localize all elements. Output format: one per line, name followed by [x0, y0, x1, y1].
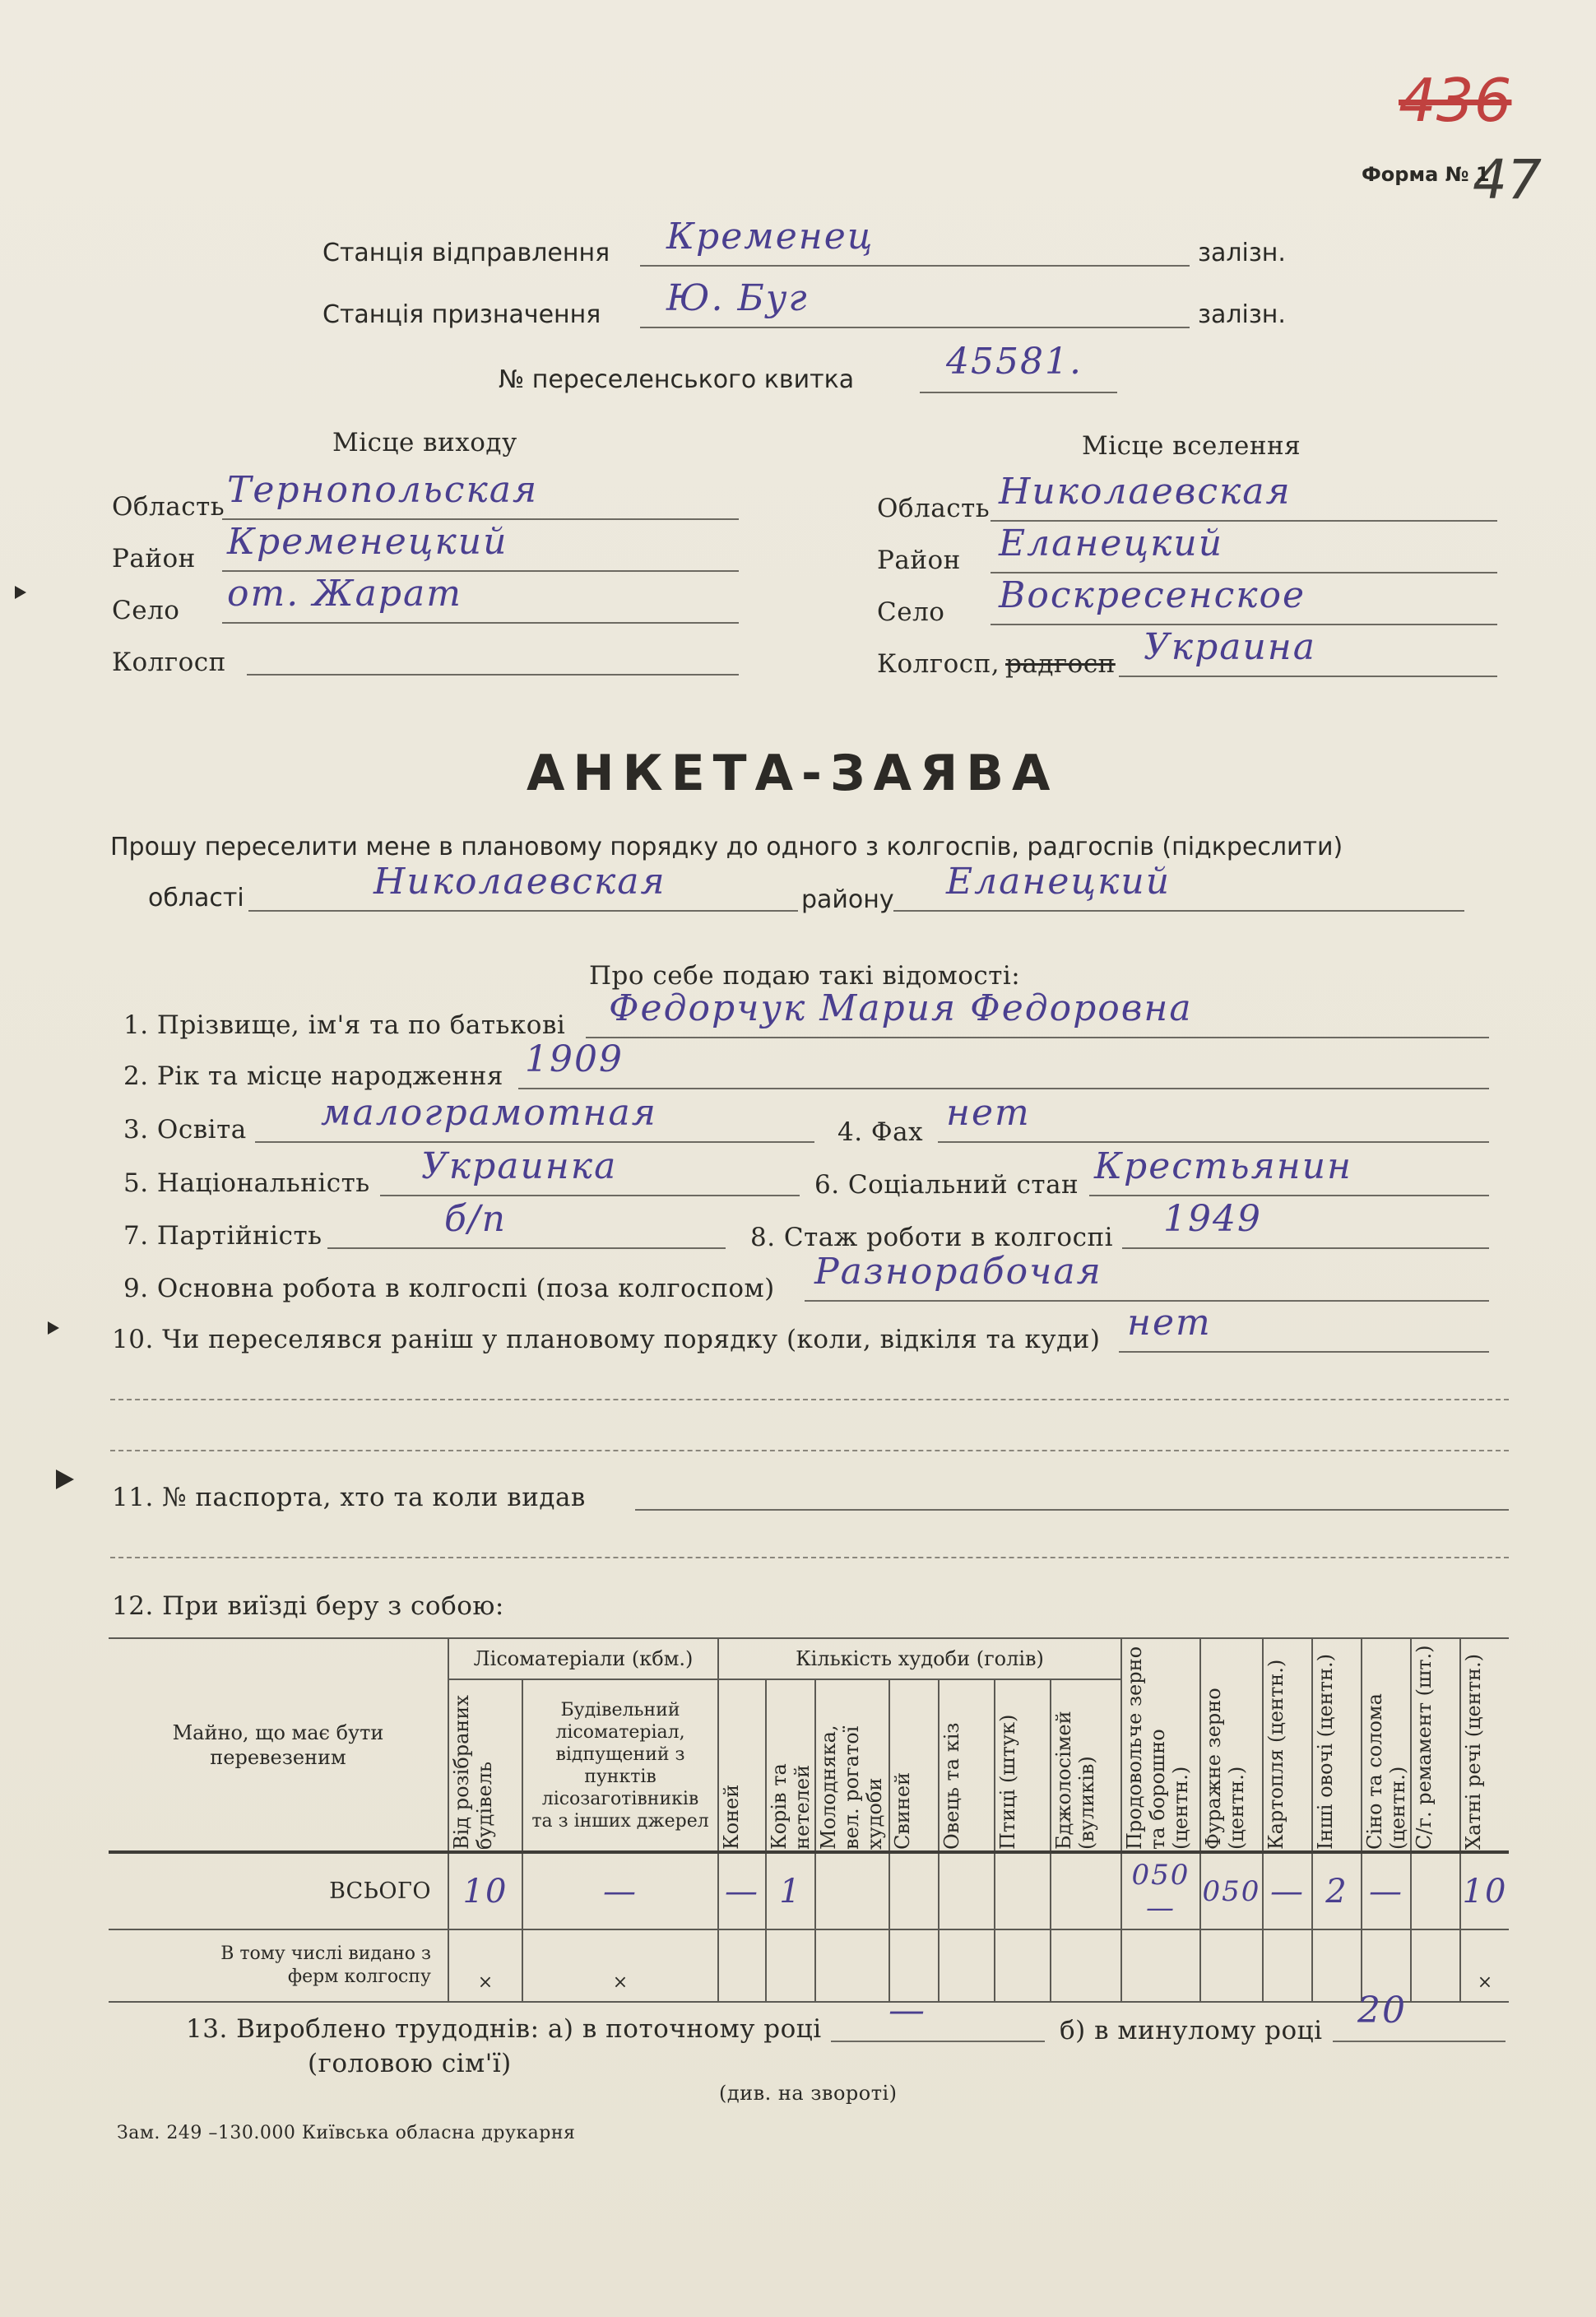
col-hay-text: Сіно та солома (центн.): [1363, 1693, 1409, 1850]
col-agri-text: С/г. ремамент (шт.): [1413, 1645, 1436, 1850]
issued-cell: ×: [448, 1929, 522, 2002]
issued-cell: [815, 1929, 889, 2002]
field-1-line: [586, 1037, 1489, 1038]
col-household-text: Хатні речі (центн.): [1462, 1654, 1485, 1850]
origin-oblast-label: Область: [112, 492, 225, 522]
workdays-prev-line: [1333, 2041, 1506, 2042]
binding-mark: [56, 1470, 74, 1489]
field-7-value: б/п: [444, 1198, 508, 1240]
destination-kolhosp-label: Колгосп,: [877, 649, 1000, 679]
field-1-value: Федорчук Мария Федоровна: [609, 987, 1193, 1029]
form-title: АНКЕТА-ЗАЯВА: [527, 745, 1059, 802]
field-11-extra-line: [110, 1557, 1509, 1558]
request-oblast-value: Николаевская: [373, 861, 666, 903]
col-hay-header: [1362, 1638, 1411, 1852]
issued-cell: [995, 1929, 1051, 2002]
col-bees-header: [1051, 1679, 1121, 1852]
origin-raion-label: Район: [112, 544, 196, 573]
field-5-line: [380, 1195, 800, 1196]
field-10-extra-line-1: [110, 1399, 1509, 1400]
binding-mark: [15, 586, 26, 599]
field-8-value: 1949: [1163, 1198, 1262, 1240]
field-10-label: 10. Чи переселявся раніш у плановому порядку (коли, відкіля та куди): [112, 1325, 1101, 1354]
issued-cell: [718, 1929, 766, 2002]
field-3-label: 3. Освіта: [123, 1115, 247, 1145]
origin-oblast-value: Тернопольская: [227, 469, 539, 511]
destination-kolhosp-line: [1119, 676, 1497, 677]
col-poultry-header: [995, 1679, 1051, 1852]
col-cows-text: Корів та нетелей: [768, 1763, 814, 1850]
col-potatoes-text: Картопля (центн.): [1264, 1659, 1287, 1850]
property-table: [109, 1637, 1509, 2003]
row-total-label: ВСЬОГО: [109, 1852, 448, 1929]
workdays-current-value: —: [888, 1990, 926, 2031]
col-pigs-header: [889, 1679, 939, 1852]
workdays-prev-label: б) в минулому році: [1060, 2016, 1323, 2045]
issued-cell: [1411, 1929, 1460, 2002]
workdays-prev-value: 20: [1357, 1990, 1407, 2031]
col-horses-text: Коней: [720, 1784, 743, 1850]
col-property-header: [109, 1638, 448, 1852]
field-10-value: нет: [1127, 1302, 1212, 1344]
workdays-current-line: [831, 2041, 1045, 2042]
col-fodder-text: Фуражне зерно (центн.): [1202, 1688, 1248, 1850]
total-cell: [1051, 1852, 1121, 1929]
group-timber-header: Лісоматеріали (кбм.): [448, 1638, 718, 1679]
station-destination-line: [640, 327, 1190, 328]
field-3-line: [255, 1141, 814, 1143]
request-raion-value: Еланецкий: [946, 861, 1171, 903]
total-cell: 1: [766, 1852, 815, 1929]
total-cell: —: [522, 1852, 718, 1929]
total-cell: [1411, 1852, 1460, 1929]
archive-number: 47: [1473, 148, 1542, 211]
field-11-label: 11. № паспорта, хто та коли видав: [112, 1483, 586, 1512]
total-cell-fodder: [1200, 1852, 1263, 1929]
col-grain-header: [1121, 1638, 1200, 1852]
request-raion-line: [893, 910, 1464, 912]
printer-imprint: Зам. 249 –130.000 Київська обласна друкарня: [117, 2123, 576, 2143]
field-2-label: 2. Рік та місце народження: [123, 1061, 503, 1091]
station-destination-suffix: залізн.: [1198, 300, 1286, 329]
col-vegetables-text: Інші овочі (центн.): [1314, 1654, 1337, 1850]
issued-cell: [766, 1929, 815, 2002]
origin-kolhosp-label: Колгосп: [112, 648, 226, 677]
col-sheep-header: [939, 1679, 995, 1852]
issued-cell: [1121, 1929, 1200, 2002]
field-7-line: [327, 1247, 726, 1249]
origin-oblast-line: [222, 518, 739, 520]
issued-cell: ×: [522, 1929, 718, 2002]
total-cell: [995, 1852, 1051, 1929]
info-heading: Про себе подаю такі відомості:: [589, 961, 1021, 991]
issued-cell: [939, 1929, 995, 2002]
workdays-sub-label: (головою сім'ї): [308, 2049, 512, 2078]
ticket-line: [920, 392, 1117, 393]
request-raion-label: району: [801, 885, 894, 914]
destination-heading: Місце вселення: [1082, 431, 1301, 461]
station-destination-value: Ю. Буг: [666, 277, 809, 319]
field-9-value: Разнорабочая: [814, 1251, 1102, 1293]
total-cell: —: [1362, 1852, 1411, 1929]
col-household-header: [1460, 1638, 1509, 1852]
col-pigs-text: Свиней: [891, 1771, 914, 1850]
destination-raion-label: Район: [877, 546, 961, 575]
issued-cell: [1312, 1929, 1362, 2002]
origin-selo-value: от. Жарат: [227, 573, 462, 615]
total-cell: 2: [1312, 1852, 1362, 1929]
field-9-label: 9. Основна робота в колгоспі (поза колгоспом): [123, 1274, 775, 1303]
destination-raion-line: [991, 572, 1497, 573]
station-departure-suffix: залізн.: [1198, 239, 1286, 267]
station-departure-value: Кременец: [666, 216, 875, 258]
col-grain-text: Продовольче зерно та борошно (центн.): [1123, 1646, 1192, 1850]
origin-selo-label: Село: [112, 596, 180, 625]
destination-oblast-line: [991, 520, 1497, 522]
field-6-line: [1089, 1195, 1489, 1196]
field-12-label: 12. При виїзді беру з собою:: [112, 1591, 504, 1621]
col-sheep-text: Овець та кіз: [940, 1722, 963, 1850]
total-cell: 10: [448, 1852, 522, 1929]
origin-raion-value: Кременецкий: [227, 521, 508, 563]
col-horses-header: [718, 1679, 766, 1852]
field-11-line: [635, 1509, 1509, 1511]
total-cell: [815, 1852, 889, 1929]
destination-oblast-label: Область: [877, 494, 991, 523]
total-grain-value: 050: [1131, 1858, 1190, 1892]
destination-oblast-value: Николаевская: [999, 471, 1292, 513]
station-departure-line: [640, 265, 1190, 267]
total-cell: [939, 1852, 995, 1929]
field-4-value: нет: [946, 1092, 1031, 1134]
total-fodder-value: 050: [1202, 1874, 1261, 1908]
field-5-label: 5. Національність: [123, 1168, 370, 1198]
destination-raion-value: Еланецкий: [999, 522, 1224, 564]
request-oblast-line: [248, 910, 798, 912]
issued-cell: [1263, 1929, 1312, 2002]
station-destination-label: Станція призначення: [322, 300, 601, 329]
field-6-value: Крестьянин: [1094, 1145, 1353, 1187]
col-property-text: Майно, що має бути перевезеним: [172, 1720, 384, 1769]
destination-selo-value: Воскресенское: [999, 574, 1306, 616]
total-cell: —: [1263, 1852, 1312, 1929]
field-1-label: 1. Прізвище, ім'я та по батькові: [123, 1010, 566, 1040]
field-8-label: 8. Стаж роботи в колгоспі: [750, 1223, 1114, 1252]
field-7-label: 7. Партійність: [123, 1221, 322, 1251]
row-total: [109, 1852, 1509, 1929]
form-number-label: Форма № 1: [1362, 163, 1490, 186]
see-reverse-note: (див. на звороті): [719, 2082, 898, 2105]
destination-kolhosp-value: Украина: [1144, 626, 1317, 668]
origin-raion-line: [222, 570, 739, 572]
archive-number-struck: 436: [1399, 66, 1512, 135]
total-cell: 10: [1460, 1852, 1509, 1929]
issued-cell: [1200, 1929, 1263, 2002]
col-building-timber-header: Будівельний лісоматеріал, відпущений з пунктів лісозаготівників та з інших джерел: [522, 1679, 718, 1852]
col-bees-text: Бджолосімей (вуликів): [1052, 1711, 1098, 1850]
row-issued-label: В тому числі видано з ферм колгоспу: [109, 1929, 448, 2002]
field-6-label: 6. Соціальний стан: [814, 1170, 1079, 1200]
total-cell: —: [718, 1852, 766, 1929]
origin-selo-line: [222, 622, 739, 624]
col-young-header: [815, 1679, 889, 1852]
field-2-line: [518, 1088, 1489, 1089]
col-potatoes-header: [1263, 1638, 1312, 1852]
destination-selo-line: [991, 624, 1497, 625]
col-dismantled-header: [448, 1679, 522, 1852]
total-cell-grain: [1121, 1852, 1200, 1929]
station-departure-label: Станція відправлення: [322, 239, 610, 267]
row-issued: [109, 1929, 1509, 2002]
binding-mark: [48, 1321, 59, 1335]
group-livestock-header: Кількість худоби (голів): [718, 1638, 1121, 1679]
workdays-label: 13. Вироблено трудоднів: а) в поточному році: [186, 2014, 822, 2044]
field-2-value: 1909: [525, 1038, 624, 1080]
origin-kolhosp-line: [247, 674, 739, 676]
destination-kolhosp-struck: радгосп: [1005, 649, 1116, 679]
col-agri-header: [1411, 1638, 1460, 1852]
col-dismantled-text: Від розібраних будівель: [450, 1695, 496, 1850]
col-vegetables-header: [1312, 1638, 1362, 1852]
field-5-value: Украинка: [421, 1145, 618, 1187]
request-oblast-label: області: [148, 884, 244, 912]
field-4-line: [938, 1141, 1489, 1143]
field-4-label: 4. Фах: [837, 1117, 924, 1147]
field-10-line: [1119, 1351, 1489, 1353]
field-8-line: [1122, 1247, 1489, 1249]
request-text: Прошу переселити мене в плановому порядку до одного з колгоспів, радгоспів (підкреслити): [110, 833, 1343, 861]
origin-heading: Місце виходу: [332, 428, 517, 457]
ticket-label: № переселенського квитка: [499, 365, 855, 394]
col-young-text: Молодняка, вел. рогатої худоби: [817, 1725, 886, 1850]
issued-cell: [1051, 1929, 1121, 2002]
col-cows-header: [766, 1679, 815, 1852]
col-fodder-header: [1200, 1638, 1263, 1852]
total-cell: [889, 1852, 939, 1929]
issued-cell: ×: [1460, 1929, 1509, 2002]
total-grain-dash: —: [1146, 1891, 1176, 1925]
field-3-value: малограмотная: [321, 1092, 657, 1134]
ticket-value: 45581.: [946, 341, 1083, 383]
field-10-extra-line-2: [110, 1450, 1509, 1451]
col-poultry-text: Птиці (штук): [996, 1714, 1019, 1850]
destination-selo-label: Село: [877, 597, 945, 627]
